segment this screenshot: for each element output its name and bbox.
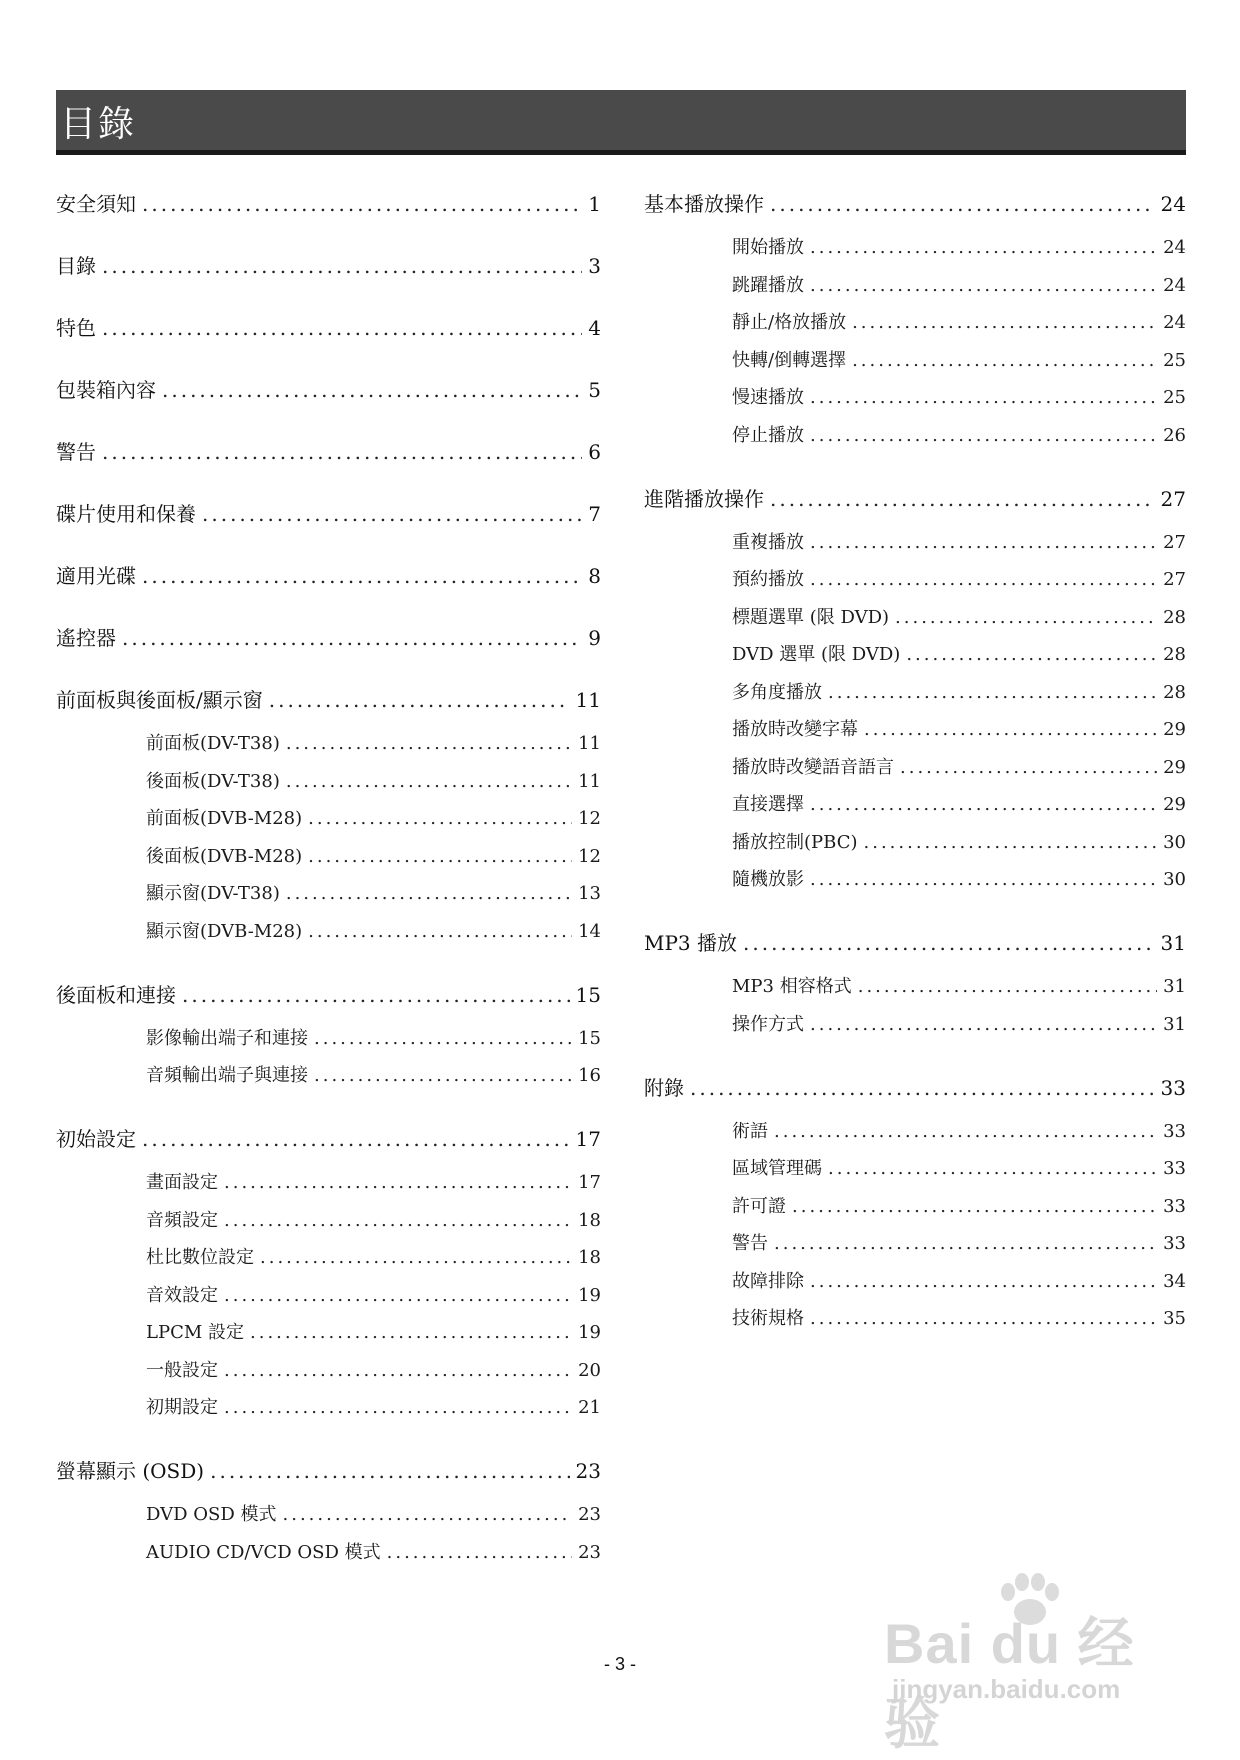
toc-subsection-entry <box>732 308 1186 334</box>
watermark-url: jingyan.baidu.com <box>892 1674 1121 1704</box>
toc-dot-leader <box>387 1542 572 1563</box>
toc-entry-label: 警告 <box>732 1233 768 1254</box>
toc-dot-leader <box>286 733 572 754</box>
toc-entry-page: 28 <box>1163 606 1186 628</box>
toc-section-entry <box>56 374 601 403</box>
toc-entry-page: 28 <box>1163 644 1186 665</box>
toc-entry-label: 杜比數位設定 <box>146 1247 254 1268</box>
toc-entry-label: 技術規格 <box>732 1308 804 1329</box>
toc-entry-page: 11 <box>575 688 601 712</box>
toc-subsection-entry <box>732 678 1186 704</box>
toc-entry-label: 故障排除 <box>732 1270 804 1292</box>
toc-dot-leader <box>852 350 1157 371</box>
toc-entry-page: 29 <box>1163 756 1186 778</box>
toc-dot-leader <box>210 1459 569 1483</box>
toc-dot-leader <box>182 983 570 1007</box>
toc-entry-page: 24 <box>1163 237 1186 258</box>
toc-entry-page: 17 <box>575 1127 601 1151</box>
toc-dot-leader <box>142 192 582 216</box>
toc-entry-label: 音頻設定 <box>146 1209 218 1231</box>
toc-entry-page: 15 <box>575 982 601 1007</box>
toc-entry-label: 碟片使用和保養 <box>56 502 196 526</box>
toc-section-entry <box>56 979 601 1008</box>
toc-entry-label: 許可證 <box>732 1195 786 1217</box>
toc-entry-page: 34 <box>1163 1270 1186 1292</box>
toc-entry-page: 33 <box>1163 1120 1186 1142</box>
toc-subsection-entry <box>732 603 1186 629</box>
toc-dot-leader <box>810 569 1157 590</box>
toc-entry-page: 23 <box>575 1459 601 1483</box>
toc-entry-page: 18 <box>578 1209 601 1231</box>
toc-dot-leader <box>810 237 1157 258</box>
toc-dot-leader <box>792 1196 1157 1217</box>
toc-entry-page: 5 <box>588 378 601 402</box>
toc-dot-leader <box>102 254 582 278</box>
toc-entry-label: 前面板(DV-T38) <box>146 733 280 754</box>
toc-subsection-entry <box>146 1393 601 1419</box>
toc-entry-label: 直接選擇 <box>732 794 804 815</box>
toc-entry-page: 25 <box>1163 349 1186 371</box>
toc-dot-leader <box>858 976 1157 997</box>
toc-dot-leader <box>308 921 572 942</box>
toc-entry-label: 後面板和連接 <box>56 982 176 1007</box>
toc-entry-label: 遙控器 <box>56 626 116 650</box>
toc-dot-leader <box>269 688 570 712</box>
toc-section-entry <box>56 560 601 589</box>
toc-subsection-entry <box>732 421 1186 447</box>
toc-subsection-entry <box>146 1318 601 1344</box>
toc-entry-label: 快轉/倒轉選擇 <box>732 349 847 371</box>
toc-subsection-entry <box>146 1356 601 1382</box>
toc-dot-leader <box>162 378 582 402</box>
toc-entry-page: 1 <box>588 192 601 216</box>
toc-subsection-entry <box>732 828 1186 854</box>
toc-entry-label: 慢速播放 <box>732 387 804 408</box>
toc-entry-page: 23 <box>578 1541 601 1563</box>
toc-entry-label: 開始播放 <box>732 237 804 258</box>
toc-dot-leader <box>895 607 1157 628</box>
toc-entry-label: 適用光碟 <box>56 564 136 588</box>
toc-entry-label: 前面板(DVB-M28) <box>146 808 303 829</box>
toc-subsection-entry <box>732 865 1186 891</box>
toc-subsection-entry <box>732 1229 1186 1255</box>
toc-subsection-entry <box>732 972 1186 998</box>
title-bar <box>56 90 1186 153</box>
toc-subsection-entry <box>146 1243 601 1269</box>
toc-subsection-entry <box>146 1168 601 1194</box>
toc-entry-page: 26 <box>1163 424 1186 446</box>
toc-subsection-entry <box>146 729 601 755</box>
toc-entry-page: 33 <box>1163 1233 1186 1254</box>
page-number: - 3 - <box>603 1654 636 1674</box>
toc-entry-label: 顯示窗(DV-T38) <box>146 883 280 904</box>
toc-entry-label: 進階播放操作 <box>644 486 764 511</box>
toc-entry-page: 33 <box>1163 1195 1186 1217</box>
toc-subsection-entry <box>146 1538 601 1564</box>
toc-entry-page: 19 <box>578 1322 601 1343</box>
toc-subsection-entry <box>732 715 1186 741</box>
toc-entry-page: 7 <box>588 502 601 526</box>
toc-entry-label: 基本播放操作 <box>644 192 764 216</box>
toc-entry-page: 30 <box>1163 869 1186 890</box>
toc-dot-leader <box>864 719 1157 740</box>
toc-entry-label: 標題選單 (限 DVD) <box>732 606 890 628</box>
toc-subsection-entry <box>732 271 1186 297</box>
title-rule <box>56 153 1186 155</box>
toc-dot-leader <box>810 1308 1157 1329</box>
toc-entry-label: 操作方式 <box>732 1013 804 1035</box>
toc-entry-page: 29 <box>1163 719 1186 740</box>
toc-entry-page: 28 <box>1163 681 1186 703</box>
toc-entry-page: 18 <box>578 1247 601 1268</box>
toc-dot-leader <box>224 1360 572 1381</box>
toc-entry-label: 警告 <box>56 440 96 464</box>
toc-entry-label: 顯示窗(DVB-M28) <box>146 920 303 942</box>
toc-section-entry <box>56 312 601 341</box>
toc-subsection-entry <box>732 1010 1186 1036</box>
toc-dot-leader <box>864 832 1158 853</box>
toc-dot-leader <box>102 440 582 464</box>
toc-entry-page: 3 <box>588 254 601 278</box>
toc-dot-leader <box>852 312 1157 333</box>
toc-entry-page: 23 <box>578 1504 601 1525</box>
toc-dot-leader <box>102 316 582 340</box>
toc-dot-leader <box>690 1076 1155 1100</box>
toc-entry-page: 13 <box>578 883 601 904</box>
page-title: 目錄 <box>60 104 137 145</box>
toc-dot-leader <box>743 931 1155 955</box>
toc-entry-page: 19 <box>578 1284 601 1306</box>
toc-subsection-entry <box>732 346 1186 372</box>
toc-entry-page: 12 <box>578 845 601 867</box>
toc-entry-page: 25 <box>1163 387 1186 408</box>
toc-dot-leader <box>810 1014 1157 1035</box>
toc-dot-leader <box>314 1028 572 1049</box>
toc-dot-leader <box>810 1271 1157 1292</box>
toc-dot-leader <box>142 564 582 588</box>
toc-subsection-entry <box>732 1117 1186 1143</box>
toc-dot-leader <box>142 1127 570 1151</box>
toc-entry-page: 24 <box>1160 192 1186 216</box>
toc-entry-label: 音頻輸出端子與連接 <box>146 1065 308 1086</box>
toc-entry-page: 14 <box>578 920 601 942</box>
toc-dot-leader <box>810 794 1157 815</box>
toc-section-entry <box>644 1072 1186 1101</box>
toc-entry-label: 重複播放 <box>732 531 804 553</box>
toc-entry-label: 停止播放 <box>732 424 804 446</box>
toc-entry-label: 安全須知 <box>56 192 136 216</box>
toc-entry-label: 特色 <box>56 316 96 340</box>
toc-entry-page: 20 <box>578 1359 601 1381</box>
toc-entry-page: 17 <box>578 1172 601 1193</box>
toc-dot-leader <box>224 1172 572 1193</box>
toc-entry-label: 前面板與後面板/顯示窗 <box>56 688 263 712</box>
toc-dot-leader <box>900 757 1157 778</box>
toc-subsection-entry <box>732 1267 1186 1293</box>
toc-dot-leader <box>286 771 572 792</box>
toc-subsection-entry <box>146 917 601 943</box>
toc-section-entry <box>56 622 601 651</box>
toc-subsection-entry <box>146 842 601 868</box>
toc-section-entry <box>56 250 601 279</box>
toc-section-entry <box>56 1455 601 1484</box>
toc-dot-leader <box>810 387 1157 408</box>
toc-entry-label: 後面板(DV-T38) <box>146 770 280 792</box>
toc-dot-leader <box>810 425 1157 446</box>
toc-entry-label: 影像輸出端子和連接 <box>146 1027 308 1049</box>
toc-entry-page: 35 <box>1163 1308 1186 1329</box>
toc-dot-leader <box>828 1158 1157 1179</box>
toc-subsection-entry <box>146 1061 601 1087</box>
toc-dot-leader <box>906 644 1157 665</box>
watermark-logo: Bai du 经验 <box>884 1612 1135 1755</box>
toc-subsection-entry <box>146 767 601 793</box>
toc-entry-label: 術語 <box>732 1120 768 1142</box>
toc-entry-label: 初始設定 <box>56 1127 136 1151</box>
toc-entry-page: 31 <box>1163 1013 1186 1035</box>
toc-entry-label: 初期設定 <box>146 1397 218 1418</box>
toc-dot-leader <box>308 808 572 829</box>
toc-entry-label: 播放控制(PBC) <box>732 831 858 853</box>
toc-subsection-entry <box>146 804 601 830</box>
toc-entry-page: 27 <box>1163 569 1186 590</box>
toc-entry-label: 預約播放 <box>732 569 804 590</box>
toc-subsection-entry <box>732 528 1186 554</box>
toc-dot-leader <box>286 883 572 904</box>
toc-subsection-entry <box>732 753 1186 779</box>
toc-entry-label: DVD OSD 模式 <box>146 1504 277 1525</box>
toc-section-entry <box>56 684 601 713</box>
toc-entry-label: LPCM 設定 <box>146 1322 244 1343</box>
toc-subsection-entry <box>146 1281 601 1307</box>
toc-entry-label: 跳躍播放 <box>732 274 804 296</box>
toc-subsection-entry <box>146 1500 601 1526</box>
toc-subsection-entry <box>732 565 1186 591</box>
toc-entry-page: 4 <box>588 316 601 340</box>
toc-entry-page: 8 <box>588 564 601 588</box>
toc-entry-label: 後面板(DVB-M28) <box>146 845 303 867</box>
toc-section-entry <box>644 927 1186 956</box>
toc-entry-label: 播放時改變語音語言 <box>732 756 894 778</box>
watermark <box>884 1600 1174 1755</box>
toc-dot-leader <box>202 502 582 526</box>
toc-entry-page: 15 <box>578 1027 601 1049</box>
toc-section-entry <box>56 1123 601 1152</box>
toc-entry-page: 29 <box>1163 794 1186 815</box>
toc-section-entry <box>644 188 1186 217</box>
toc-entry-label: 畫面設定 <box>146 1172 218 1193</box>
toc-dot-leader <box>774 1233 1157 1254</box>
toc-dot-leader <box>260 1247 572 1268</box>
toc-entry-label: 包裝箱內容 <box>56 378 156 402</box>
toc-entry-page: 24 <box>1163 312 1186 333</box>
toc-subsection-entry <box>732 790 1186 816</box>
toc-entry-page: 24 <box>1163 274 1186 296</box>
toc-subsection-entry <box>732 233 1186 259</box>
toc-subsection-entry <box>146 1206 601 1232</box>
toc-entry-label: 螢幕顯示 (OSD) <box>56 1459 205 1483</box>
toc-entry-page: 27 <box>1160 486 1186 511</box>
toc-entry-label: 隨機放影 <box>732 869 804 890</box>
toc-entry-label: MP3 播放 <box>644 931 738 955</box>
toc-dot-leader <box>314 1065 572 1086</box>
toc-subsection-entry <box>146 879 601 905</box>
toc-dot-leader <box>224 1210 572 1231</box>
toc-entry-label: 音效設定 <box>146 1284 218 1306</box>
toc-subsection-entry <box>732 1192 1186 1218</box>
toc-dot-leader <box>224 1285 572 1306</box>
toc-entry-label: DVD 選單 (限 DVD) <box>732 644 901 665</box>
toc-dot-leader <box>810 869 1157 890</box>
toc-entry-page: 33 <box>1160 1075 1186 1100</box>
toc-entry-label: 一般設定 <box>146 1359 218 1381</box>
toc-entry-page: 33 <box>1163 1158 1186 1179</box>
toc-subsection-entry <box>732 1304 1186 1330</box>
toc-section-entry <box>56 436 601 465</box>
toc-dot-leader <box>250 1322 572 1343</box>
toc-dot-leader <box>308 846 572 867</box>
toc-entry-label: 區域管理碼 <box>732 1158 822 1179</box>
toc-entry-page: 6 <box>588 440 601 464</box>
toc-entry-page: 11 <box>578 770 601 792</box>
toc-dot-leader <box>224 1397 572 1418</box>
toc-entry-label: MP3 相容格式 <box>732 976 852 997</box>
toc-entry-label: 多角度播放 <box>732 681 822 703</box>
toc-dot-leader <box>774 1121 1157 1142</box>
toc-section-entry <box>56 188 601 217</box>
toc-entry-page: 30 <box>1163 831 1186 853</box>
toc-entry-label: 目錄 <box>56 254 96 278</box>
toc-entry-page: 11 <box>578 733 601 754</box>
toc-dot-leader <box>283 1504 573 1525</box>
toc-entry-page: 27 <box>1163 531 1186 553</box>
toc-subsection-entry <box>146 1024 601 1050</box>
toc-subsection-entry <box>732 640 1186 666</box>
toc-entry-page: 31 <box>1163 976 1186 997</box>
toc-entry-page: 9 <box>588 626 601 650</box>
toc-dot-leader <box>810 532 1157 553</box>
toc-subsection-entry <box>732 383 1186 409</box>
toc-dot-leader <box>770 192 1155 216</box>
toc-entry-page: 31 <box>1160 931 1186 955</box>
toc-dot-leader <box>810 275 1157 296</box>
toc-dot-leader <box>770 487 1155 511</box>
toc-entry-label: AUDIO CD/VCD OSD 模式 <box>146 1541 381 1563</box>
toc-dot-leader <box>122 626 582 650</box>
toc-entry-page: 12 <box>578 808 601 829</box>
toc-entry-label: 播放時改變字幕 <box>732 719 858 740</box>
toc-section-entry <box>644 483 1186 512</box>
toc-entry-label: 附錄 <box>644 1075 684 1100</box>
toc-dot-leader <box>828 682 1157 703</box>
toc-section-entry <box>56 498 601 527</box>
toc-subsection-entry <box>732 1154 1186 1180</box>
toc-entry-page: 16 <box>578 1065 601 1086</box>
toc-entry-page: 21 <box>578 1397 601 1418</box>
toc-entry-label: 靜止/格放播放 <box>732 312 847 333</box>
